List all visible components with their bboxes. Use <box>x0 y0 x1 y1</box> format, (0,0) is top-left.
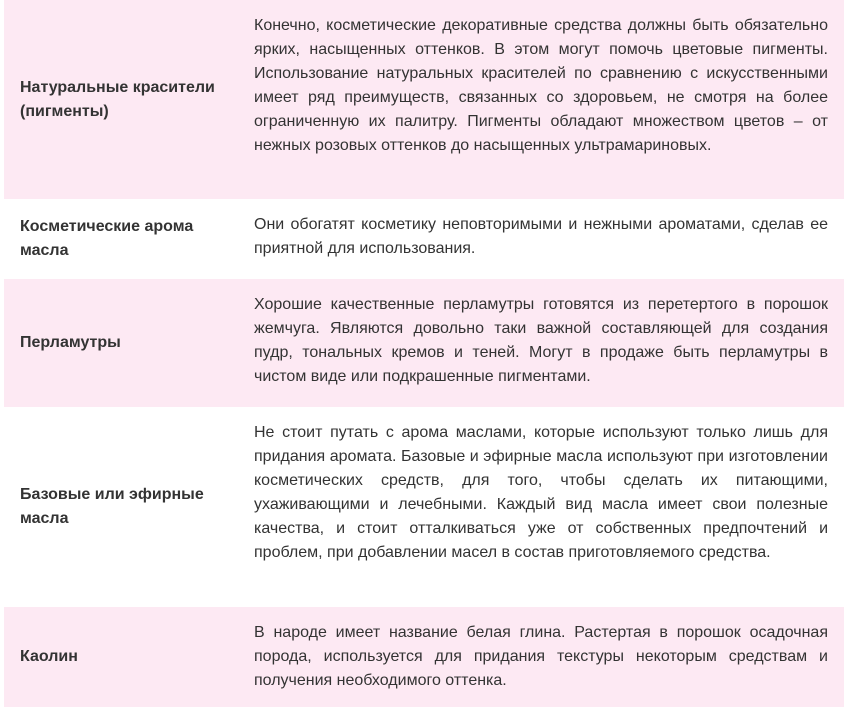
table-row <box>4 407 844 607</box>
ingredient-description: Не стоит путать с арома маслами, которые используют только лишь для придания аромата. Базовые и эфирные масла используют при изготовлении косметических средств, для того, чтобы сделать их питающими, ухаживающими и лечебными. Каждый вид масла имеет свои полезные качества, и стоит отталкиваться уже от собственных предпочтений и проблем, при добавлении масел в состав приготовляемого средства. <box>254 424 828 561</box>
ingredients-table <box>4 0 844 707</box>
table-row <box>4 199 844 279</box>
table-row <box>4 279 844 407</box>
ingredient-description: В народе имеет название белая глина. Растертая в порошок осадочная порода, используется для придания текстуры некоторым средствам и получения необходимого оттенка. <box>254 624 828 689</box>
table-row <box>4 607 844 707</box>
ingredient-name: Косметические арома масла <box>20 218 194 259</box>
ingredient-name: Натуральные красители (пигменты) <box>20 78 215 120</box>
ingredient-description: Хорошие качественные перламутры готовятся из перетертого в порошок жемчуга. Являются довольно таки важной составляющей для создания пудр, тональных кремов и теней. Могут в продаже быть перламутры в чистом виде или подкрашенные пигментами. <box>254 296 828 385</box>
ingredient-name: Базовые или эфирные масла <box>20 486 204 527</box>
table-row <box>4 0 844 199</box>
ingredient-description: Они обогатят косметику неповторимыми и нежными ароматами, сделав ее приятной для использования. <box>254 216 828 257</box>
ingredient-name: Перламутры <box>20 334 121 351</box>
ingredient-name: Каолин <box>20 648 78 665</box>
ingredient-description: Конечно, косметические декоративные средства должны быть обязательно ярких, насыщенных оттенков. В этом могут помочь цветовые пигменты. Использование натуральных красителей по сравнению с искусственными имеет ряд преимуществ, связанных со здоровьем, не смотря на более ограниченную их палитру. Пигменты обладают множеством цветов – от нежных розовых оттенков до насыщенных ультрамариновых. <box>254 17 828 154</box>
